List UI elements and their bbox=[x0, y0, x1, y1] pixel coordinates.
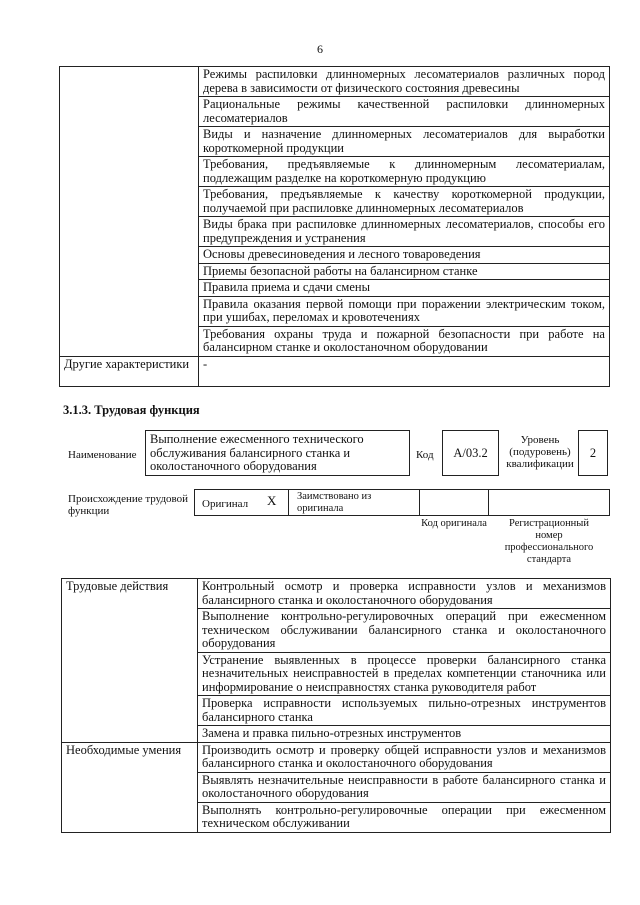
function-name-value: Выполнение ежесменного технического обслуживания балансирного станка и околостаночного оборудования bbox=[150, 432, 364, 473]
function-name-box bbox=[145, 430, 410, 476]
code-box bbox=[442, 430, 499, 476]
labor-actions-label: Трудовые действия bbox=[62, 579, 198, 743]
section-heading: 3.1.3. Трудовая функция bbox=[63, 403, 200, 417]
code-label: Код bbox=[416, 449, 434, 461]
knowledge-item: Требования, предъявляемые к длинномерным лесоматериалам, подлежащим разделке на короткомерную продукцию bbox=[199, 157, 610, 187]
other-characteristics-value: - bbox=[199, 356, 610, 386]
code-value: А/03.2 bbox=[453, 446, 488, 460]
required-skill: Выполнять контрольно-регулировочные операции при ежесменном техническом обслуживании bbox=[198, 802, 611, 832]
labor-action: Замена и правка пильно-отрезных инструментов bbox=[198, 726, 611, 743]
level-value: 2 bbox=[589, 446, 597, 460]
knowledge-item: Виды и назначение длинномерных лесоматериалов для выработки короткомерной продукции bbox=[199, 127, 610, 157]
labor-action: Контрольный осмотр и проверка исправности узлов и механизмов балансирного станка и околостаночного оборудования bbox=[198, 579, 611, 609]
required-skill: Выявлять незначительные неисправности в работе балансирного станка и околостаночного оборудования bbox=[198, 772, 611, 802]
origin-label: Происхождение трудовой функции bbox=[68, 493, 189, 517]
borrowed-cell bbox=[288, 489, 420, 516]
original-mark: X bbox=[267, 493, 277, 508]
name-label: Наименование bbox=[68, 449, 137, 461]
origin-code-caption: Код оригинала bbox=[421, 518, 487, 529]
level-box bbox=[578, 430, 608, 476]
labor-action: Проверка исправности используемых пильно-отрезных инструментов балансирного станка bbox=[198, 696, 611, 726]
page-number: 6 bbox=[317, 42, 323, 56]
other-characteristics-label: Другие характеристики bbox=[60, 356, 199, 386]
required-skill: Производить осмотр и проверку общей исправности узлов и механизмов балансирного станка и околостаночного оборудования bbox=[198, 742, 611, 772]
original-label: Оригинал bbox=[202, 498, 249, 510]
knowledge-item: Правила оказания первой помощи при поражении электрическим током, при ушибах, переломах и кровотечениях bbox=[199, 296, 610, 326]
labor-action: Устранение выявленных в процессе проверки балансирного станка незначительных неисправностей в пределах компетенции станочника или информирование о неисправностях станка руководителя работ bbox=[198, 652, 611, 696]
labor-action: Выполнение контрольно-регулировочных операций при ежесменном техническом обслуживании балансирного станка и околостаночного оборудования bbox=[198, 609, 611, 653]
registration-number-cell bbox=[488, 489, 610, 516]
knowledge-item: Правила приема и сдачи смены bbox=[199, 280, 610, 297]
knowledge-item: Приемы безопасной работы на балансирном станке bbox=[199, 263, 610, 280]
required-skills-label: Необходимые умения bbox=[62, 742, 198, 832]
knowledge-table bbox=[59, 66, 610, 387]
actions-table bbox=[61, 578, 611, 833]
knowledge-label-cell bbox=[60, 67, 199, 357]
knowledge-item: Режимы распиловки длинномерных лесоматериалов различных пород дерева в зависимости от физического состояния древесины bbox=[199, 67, 610, 97]
borrowed-label: Заимствовано из оригинала bbox=[297, 491, 372, 514]
registration-caption: Регистрационный номер профессионального стандарта bbox=[504, 518, 594, 565]
origin-code-cell bbox=[419, 489, 489, 516]
knowledge-item: Основы древесиноведения и лесного товароведения bbox=[199, 247, 610, 264]
knowledge-item: Требования, предъявляемые к качеству короткомерной продукции, получаемой при распиловке длинномерных лесоматериалов bbox=[199, 187, 610, 217]
original-cell bbox=[194, 489, 289, 516]
knowledge-item: Рациональные режимы качественной распиловки длинномерных лесоматериалов bbox=[199, 97, 610, 127]
knowledge-item: Виды брака при распиловке длинномерных лесоматериалов, способы его предупреждения и устранения bbox=[199, 217, 610, 247]
level-label: Уровень (подуровень) квалификации bbox=[506, 434, 574, 470]
knowledge-item: Требования охраны труда и пожарной безопасности при работе на балансирном станке и околостаночном оборудовании bbox=[199, 326, 610, 356]
